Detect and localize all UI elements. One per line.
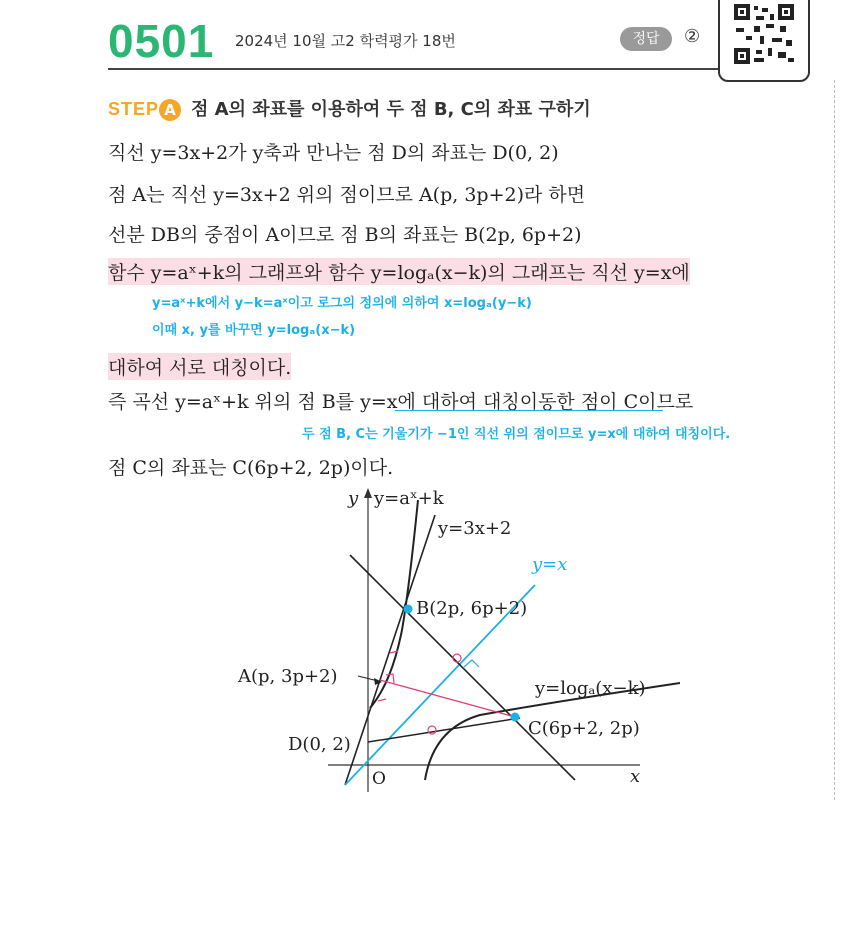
equal-tick-2 xyxy=(378,699,386,701)
solution-line-1: 직선 y=3x+2가 y축과 만나는 점 D의 좌표는 D(0, 2) xyxy=(108,142,559,164)
label-y-axis: y xyxy=(348,488,359,509)
right-angle-mark xyxy=(464,660,479,667)
qr-code xyxy=(718,0,810,82)
solution-line-6: 즉 곡선 y=aˣ+k 위의 점 B를 y=x에 대하여 대칭이동한 점이 C이므로 xyxy=(108,391,694,413)
label-exp-curve: y=aˣ+k xyxy=(374,488,444,509)
label-log-curve: y=logₐ(x−k) xyxy=(535,678,646,699)
answer-badge: 정답 xyxy=(620,27,672,51)
equal-circle-2 xyxy=(428,726,436,734)
note-line-3: 두 점 B, C는 기울기가 −1인 직선 위의 점이므로 y=x에 대하여 대칭이다. xyxy=(302,427,731,442)
underline-symmetry xyxy=(395,410,663,411)
label-D: D(0, 2) xyxy=(288,734,351,755)
segment-DC xyxy=(368,718,520,742)
note-line-1: y=aˣ+k에서 y−k=aˣ이고 로그의 정의에 의하여 x=logₐ(y−k) xyxy=(152,296,532,311)
step-word: STEP xyxy=(108,99,160,119)
exam-info: 2024년 10월 고2 학력평가 18번 xyxy=(235,32,456,50)
label-A: A(p, 3p+2) xyxy=(238,666,338,687)
page-margin-line xyxy=(834,80,835,800)
graph xyxy=(220,480,680,800)
problem-number: 0501 xyxy=(108,15,215,67)
step-heading xyxy=(108,95,591,121)
step-letter-icon: A xyxy=(159,99,181,121)
label-x-axis: x xyxy=(630,766,641,787)
solution-line-3: 선분 DB의 중점이 A이므로 점 B의 좌표는 B(2p, 6p+2) xyxy=(108,224,582,246)
equal-circle-1 xyxy=(453,654,461,662)
solution-line-5: 대하여 서로 대칭이다. xyxy=(108,353,291,380)
label-yx: y=x xyxy=(532,554,568,575)
label-origin: O xyxy=(372,769,386,789)
exp-curve xyxy=(370,500,418,708)
label-C: C(6p+2, 2p) xyxy=(528,718,640,739)
solution-line-4: 함수 y=aˣ+k의 그래프와 함수 y=logₐ(x−k)의 그래프는 직선 y=x에 xyxy=(108,258,690,285)
solution-line-2: 점 A는 직선 y=3x+2 위의 점이므로 A(p, 3p+2)라 하면 xyxy=(108,184,586,206)
note-line-2: 이때 x, y를 바꾸면 y=logₐ(x−k) xyxy=(152,323,356,338)
label-line: y=3x+2 xyxy=(438,518,512,539)
point-C xyxy=(511,713,520,722)
y-axis-arrow-icon xyxy=(364,488,372,498)
step-title: 점 A의 좌표를 이용하여 두 점 B, C의 좌표 구하기 xyxy=(191,99,591,120)
label-B: B(2p, 6p+2) xyxy=(416,598,528,619)
qr-code-icon xyxy=(720,0,808,80)
answer-value: ② xyxy=(684,26,701,47)
line-3x-plus-2 xyxy=(345,515,435,785)
point-B xyxy=(404,605,413,614)
segment-AC xyxy=(380,680,515,717)
header-rule xyxy=(108,68,718,70)
solution-line-7: 점 C의 좌표는 C(6p+2, 2p)이다. xyxy=(108,457,394,479)
